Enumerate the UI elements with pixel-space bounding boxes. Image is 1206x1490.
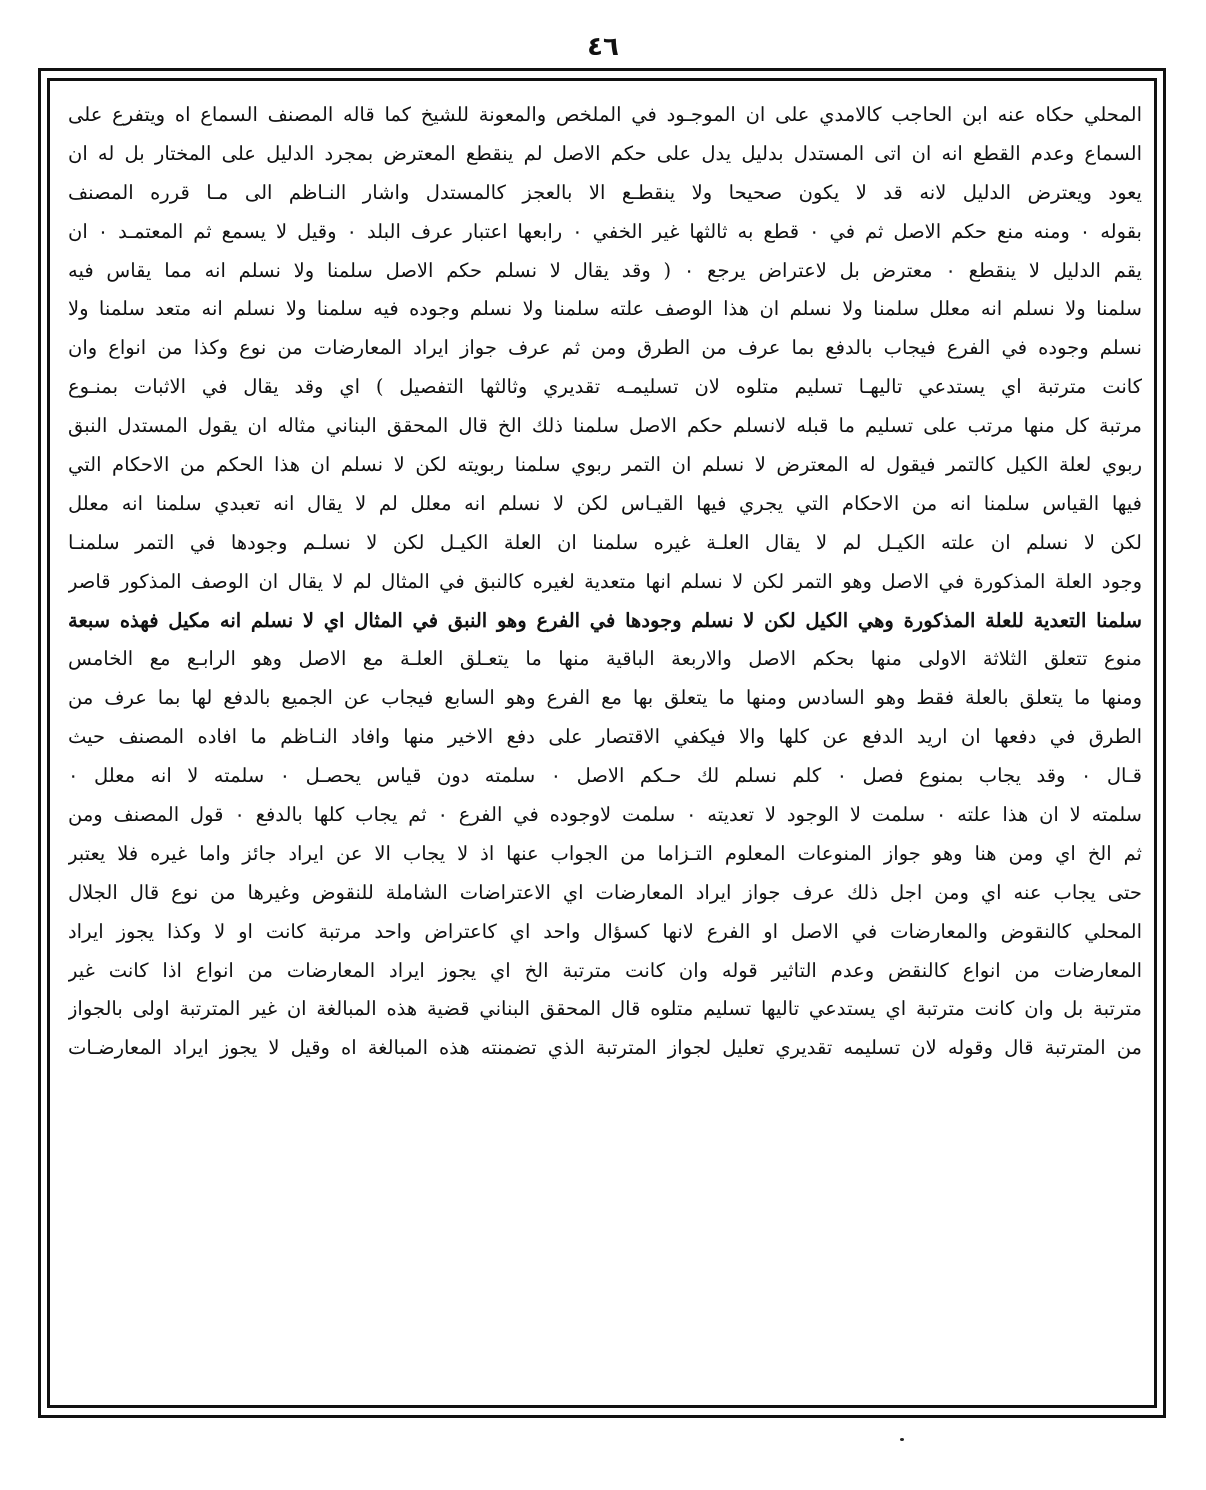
text-line: سلمته لا ان هذا علته ٠ سلمت لا الوجود لا تعديته ٠ سلمت لاوجوده في الفرع ٠ ثم يجاب كلها بالدفع ٠ قول المصنف ومن [68,803,1142,827]
text-line: مرتبة كل منها مرتب على تسليم ما قبله لانسلم حكم الاصل سلمنا ذلك الخ قال المحقق البناني مثاله ان يقول المستدل النبق [68,414,1142,438]
print-speck [900,1438,904,1441]
text-line: منوع تتعلق الثلاثة الاولى منها بحكم الاصل والاربعة الباقية منها ما يتعـلق العلـة مع الاصل وهو الرابـع مع الخامس [68,647,1142,671]
text-line: يقم الدليل لا ينقطع ٠ معترض بل لاعتراض يرجع ٠ ( وقد يقال لا نسلم حكم الاصل سلمنا ولا نسلم انه مما يقاس فيه [68,258,1142,282]
text-line: نسلم وجوده في الفرع فيجاب بالدفع بما عرف من الطرق ومن ثم عرف جواز ايراد المعارضات من نوع وكذا من انواع وان [68,336,1142,360]
text-line: المحلي حكاه عنه ابن الحاجب كالامدي على ان الموجـود في الملخص والمعونة للشيخ كما قاله المصنف السماع اه ويتفرع على [68,103,1142,126]
text-line: بقوله ٠ ومنه منع حكم الاصل ثم في ٠ قطع به ثالثها غير الخفي ٠ رابعها اعتبار عرف البلد ٠ وقيل لا يسمع ثم المعتمـد ٠ ان [68,219,1142,243]
text-line: حتى يجاب عنه اي ومن اجل ذلك عرف جواز ايراد المعارضات اي الاعتراضات الشاملة للنقوض وغيرها من نوع قال الجلال [68,880,1142,904]
text-line: مترتبة بل وان كانت مترتبة اي يستدعي تاليها تسليم متلوه قال المحقق البناني قضية هذه المبالغة ان غير المترتبة اولى بالجواز [68,997,1142,1021]
text-line: قـال ٠ وقد يجاب بمنوع فصل ٠ كلم نسلم لك حـكم الاصل ٠ سلمته دون قياس يحصـل ٠ سلمته لا انه معلل ٠ [68,764,1142,788]
text-line: الطرق في دفعها ان اريد الدفع عن كلها والا فيكفي الاقتصار على دفع الاخير منها وافاد النـاظم ما افاده المصنف حيث [68,725,1142,749]
text-line: يعود ويعترض الدليل لانه قد لا يكون صحيحا ولا ينقطـع الا بالعجز كالمستدل واشار النـاظم الى مـا قرره المصنف [68,180,1142,204]
text-line: ثم الخ اي ومن هنا وهو جواز المنوعات المعلوم التـزاما من الجواب عنها اذ لا يجاب الا عن ايراد جائز واما غيره فلا يعتبر [68,841,1142,865]
text-line: ربوي لعلة الكيل كالتمر فيقول له المعترض لا نسلم ان التمر ربوي سلمنا ربويته لكن لا نسلم ان هذا الحكم من الاحكام التي [68,453,1142,477]
text-line: كانت مترتبة اي يستدعي تاليهـا تسليم متلوه لان تسليمـه تقديري وثالثها التفصيل ) اي وقد يقال في الاثبات بمنـوع [68,375,1142,399]
page-number: ٤٦ [587,32,619,62]
text-line: سلمنا التعدية للعلة المذكورة وهي الكيل لكن لا نسلم وجودها في الفرع وهو النبق في المثال اي لا نسلم انه مكيل فهذه سبعة [68,608,1142,632]
main-text [68,96,1142,1396]
text-line: فيها القياس سلمنا انه من الاحكام التي يجري فيها القيـاس لكن لا نسلم انه معلل لم لا يقال انه تعبدي سلمنا انه معلل [68,491,1142,515]
text-line: السماع وعدم القطع انه ان اتى المستدل بدليل يدل على حكم الاصل لم ينقطع المعترض بمجرد الدليل على المختار بل له ان [68,141,1142,165]
text-line: وجود العلة المذكورة في الاصل وهو التمر لكن لا نسلم انها متعدية لغيره كالنبق في المثال لم لا يقال ان الوصف المذكور قاصر [68,569,1142,593]
text-line: المعارضات من انواع كالنقض وعدم التاثير قوله وان كانت مترتبة الخ اي يجوز ايراد المعارضات من انواع اذا كانت غير [68,958,1142,982]
text-line: سلمنا ولا نسلم انه معلل سلمنا ولا نسلم ان هذا الوصف علته سلمنا ولا نسلم وجوده فيه سلمنا ولا نسلم انه متعد سلمنا ولا [68,297,1142,321]
text-line: المحلي كالنقوض والمعارضات في الاصل او الفرع لانها كسؤال واحد اي كاعتراض واحد مرتبة كانت او لا وكذا يجوز ايراد [68,919,1142,943]
text-line: من المترتبة قال وقوله لان تسليمه تقديري تعليل لجواز المترتبة الذي تضمنته هذه المبالغة اه وقيل لا يجوز ايراد المعارضـات [68,1036,1142,1060]
text-line: لكن لا نسلم ان علته الكيـل لم لا يقال العلـة غيره سلمنا ان العلة الكيـل لكن لا نسلـم وجودها في التمر سلمنـا [68,530,1142,554]
text-line: ومنها ما يتعلق بالعلة فقط وهو السادس ومنها ما يتعلق بها مع الفرع وهو السابع فيجاب عن الجميع بالدفع لها بما عرف من [68,686,1142,710]
